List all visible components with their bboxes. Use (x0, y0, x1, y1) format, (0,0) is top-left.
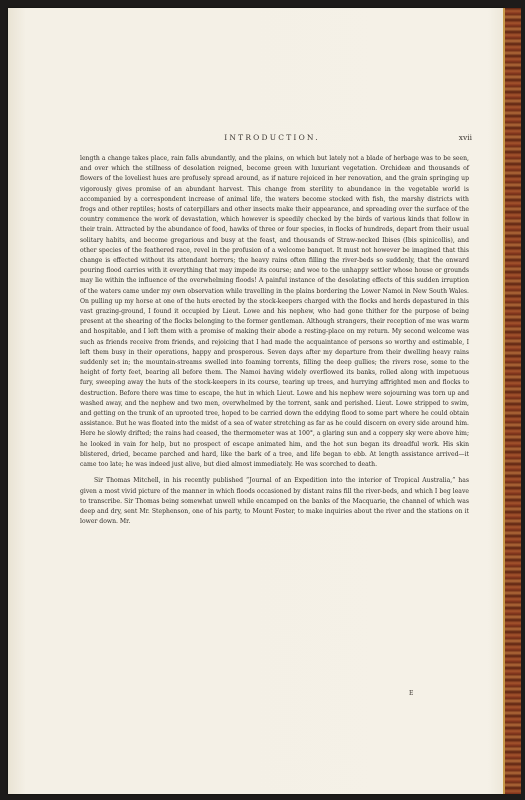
marbled-binding (505, 8, 521, 794)
running-header (72, 133, 472, 147)
page-number: xvii (458, 133, 472, 142)
signature-mark: E (409, 690, 414, 697)
running-title: INTRODUCTION. (224, 133, 320, 142)
body-text (80, 154, 469, 527)
paragraph: Sir Thomas Mitchell, in his recently published “Journal of an Expedition into the interior of Tropical Australia,” has given a most vivid picture of the manner in which floods occasioned by distant rains fill the river-beds, and which I beg leave to transcribe. Sir Thomas being somewhat unwell while encamped on the banks of the Macquarie, the channel of which was deep and dry, sent Mr. Stephenson, one of his party, to Mount Foster, to make inquiries about the river and the stations on it lower down. Mr. (80, 477, 469, 526)
paragraph: length a change takes place, rain falls abundantly, and the plains, on which but lately not a blade of herbage was to be seen, and over which the stillness of desolation reigned, become green with luxuriant vegetation. Orchideæ and thousands of flowers of the loveliest hues are profusely spread around, as if nature rejoiced in her renovation, and the grain springing up vigorously gives promise of an abundant harvest. This change from sterility to abundance in the vegetable world is accompanied by a correspondent increase of animal life, the waters become stocked with fish, the marshy districts with frogs and other reptiles; hosts of caterpillars and other insects make their appearance, and spreading over the surface of the country commence the work of devastation, which however is speedily checked by the birds of various kinds that follow in their train. Attracted by the abundance of food, hawks of three or four species, in flocks of hundreds, depart from their usual solitary habits, and become gregarious and busy at the feast, and thousands of Straw-necked Ibises (Ibis spinicollis), and other species of the feathered race, revel in the profusion of a welcome banquet. It must not however be imagined that this change is effected without its attendant horrors; the heavy rains often filling the river-beds so suddenly, that the onward pouring flood carries with it everything that may impede its course; and woe to the unhappy settler whose house or grounds may lie within the influence of the overwhelming floods! A painful instance of the desolating effects of this sudden irruption of the waters came under my own observation while travelling in the plains bordering the Lower Namoi in New South Wales. On pulling up my horse at one of the huts erected by the stock-keepers charged with the flocks and herds depastured in this vast grazing-ground, I found it occupied by Lieut. Lowe and his nephew, who had gone thither for the purpose of being present at the shearing of the flocks belonging to the former gentleman. Although strangers, their reception of me was warm and hospitable, and I left them with a promise of making their abode a resting-place on my return. My second welcome was such as friends receive from friends, and rejoicing that I had made the acquaintance of persons so worthy and estimable, I left them busy in their operations, happy and prosperous. Seven days after my departure from their dwelling heavy rains suddenly set in; the mountain-streams swelled into foaming torrents, filling the deep gullies; the rivers rose, some to the height of forty feet, bearing all before them. The Namoi having widely overflowed its banks, rolled along with impetuous fury, sweeping away the huts of the stock-keepers in its course, tearing up trees, and hurrying affrighted men and flocks to destruction. Before there was time to escape, the hut in which Lieut. Lowe and his nephew were sojourning was torn up and washed away, and the nephew and two men, overwhelmed by the torrent, sank and perished. Lieut. Lowe stripped to swim, and getting on the trunk of an uprooted tree, hoped to be carried down the eddying flood to some part where he could obtain assistance. But he was floated into the midst of a sea of water stretching as far as he could discern on every side around him. Here he slowly drifted; the rains had ceased, the thermometer was at 100°, a glaring sun and a coppery sky were above him; he looked in vain for help, but no prospect of escape animated him, and the hot sun began its dreadful work. His skin blistered, dried, became parched and hard, like the bark of a tree, and life began to ebb. At length assistance arrived—it came too late; he was indeed just alive, but died almost immediately. He was scorched to death. (80, 155, 469, 469)
